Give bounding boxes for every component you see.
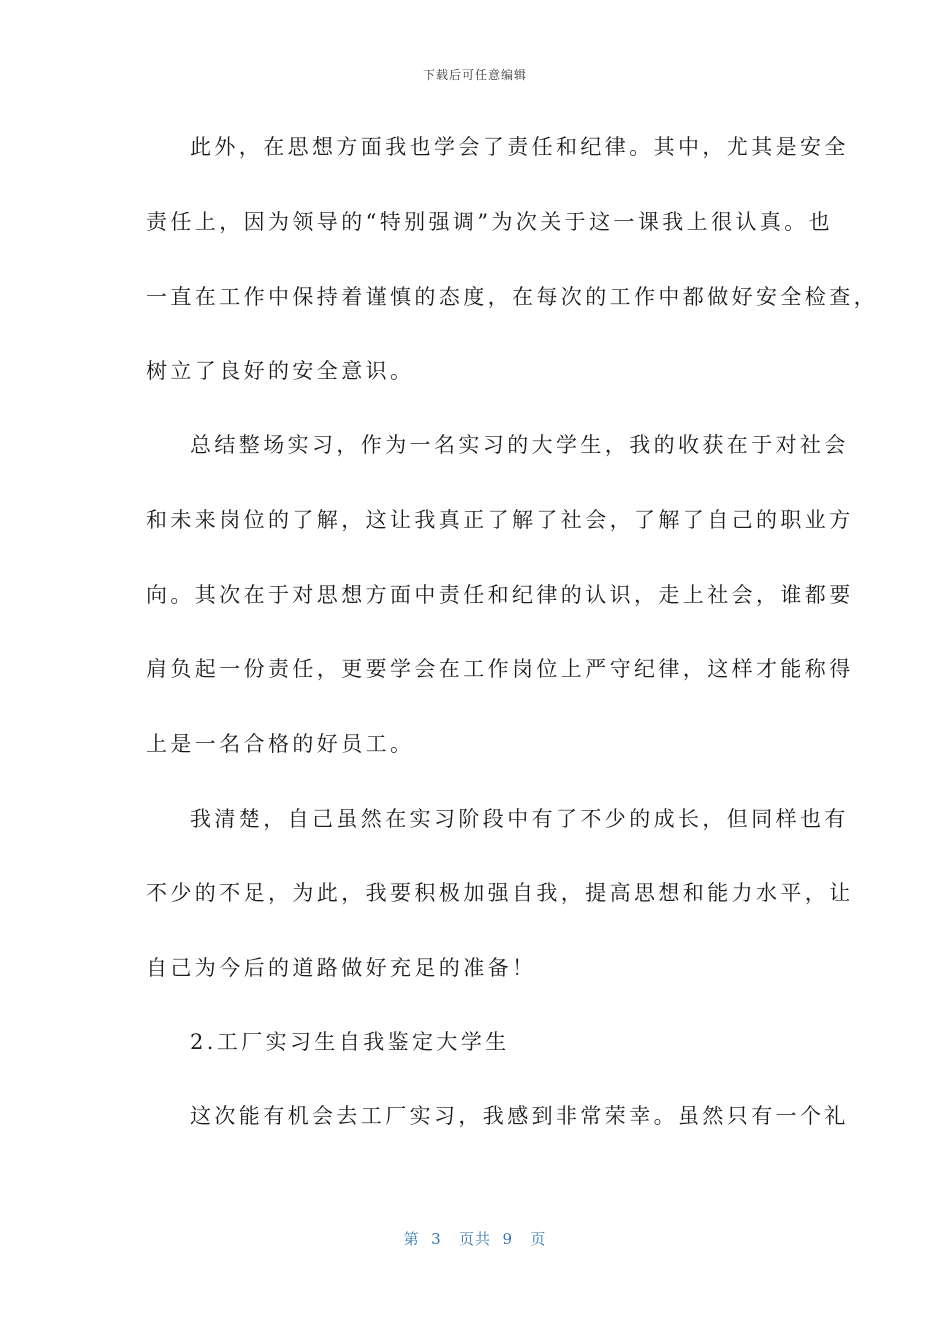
paragraph-3-line-3: 自己为今后的道路做好充足的准备！	[146, 956, 537, 980]
paragraph-1-line-3: 一直在工作中保持着谨慎的态度，在每次的工作中都做好安全检查，	[146, 285, 878, 309]
paragraph-1-line-2: 责任上，因为领导的“特别强调”为次关于这一课我上很认真。也	[146, 210, 834, 234]
page-footer: 第 3 页共 9 页	[403, 1230, 547, 1248]
paragraph-2-line-2: 和未来岗位的了解，这让我真正了解了社会，了解了自己的职业方	[146, 508, 854, 532]
page-header: 下载后可任意编辑	[422, 68, 527, 82]
paragraph-2-line-1: 总结整场实习，作为一名实习的大学生，我的收获在于对社会	[190, 433, 849, 457]
paragraph-3-line-1: 我清楚，自己虽然在实习阶段中有了不少的成长，但同样也有	[190, 807, 849, 831]
section-heading: 2.工厂实习生自我鉴定大学生	[190, 1030, 510, 1054]
paragraph-3-line-2: 不少的不足，为此，我要积极加强自我，提高思想和能力水平，让	[146, 881, 854, 905]
paragraph-2-line-5: 上是一名合格的好员工。	[146, 732, 415, 756]
paragraph-2-line-4: 肩负起一份责任，更要学会在工作岗位上严守纪律，这样才能称得	[146, 657, 854, 681]
paragraph-4-line-1: 这次能有机会去工厂实习，我感到非常荣幸。虽然只有一个礼	[190, 1104, 849, 1128]
paragraph-1-line-1: 此外，在思想方面我也学会了责任和纪律。其中，尤其是安全	[190, 135, 849, 159]
paragraph-2-line-3: 向。其次在于对思想方面中责任和纪律的认识，走上社会，谁都要	[146, 583, 854, 607]
paragraph-1-line-4: 树立了良好的安全意识。	[146, 359, 415, 383]
